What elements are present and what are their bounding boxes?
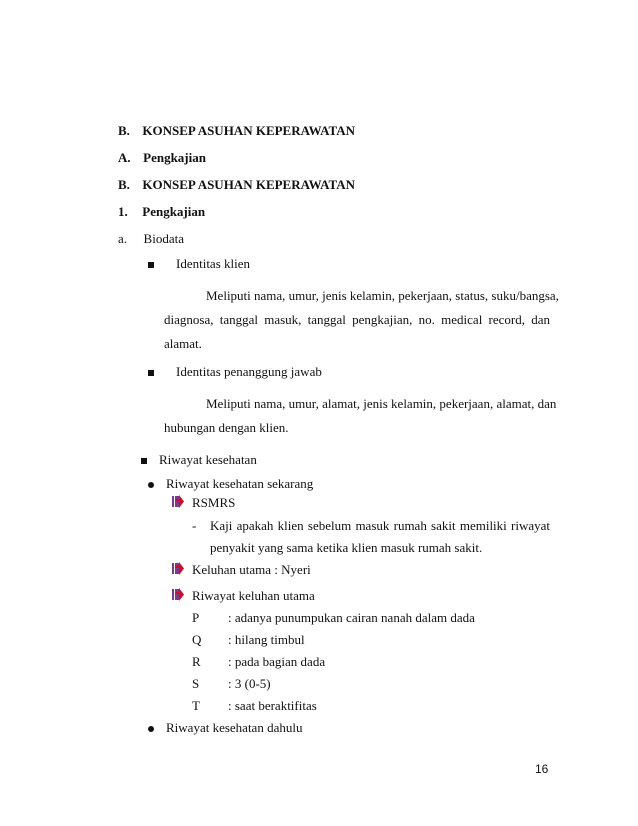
- arrow-bullet-icon: [172, 588, 184, 601]
- pqrst-value-t: : saat beraktifitas: [228, 698, 317, 713]
- heading-text: KONSEP ASUHAN KEPERAWATAN: [142, 123, 356, 138]
- pqrst-key-q: Q: [192, 632, 202, 647]
- identitas-pj-line1: Meliputi nama, umur, alamat, jenis kelamin, pekerjaan, alamat, dan: [206, 396, 557, 411]
- round-bullet-icon: [148, 726, 154, 732]
- arrow-bullet-icon: [172, 562, 184, 575]
- heading-konsep-1: [118, 123, 355, 139]
- pqrst-key-s: S: [192, 676, 200, 691]
- square-bullet-icon: [141, 458, 147, 464]
- heading-number: B.: [118, 177, 130, 192]
- rsmrs-line1: Kaji apakah klien sebelum masuk rumah sakit memiliki riwayat: [210, 518, 550, 533]
- heading-text: Pengkajian: [143, 150, 206, 165]
- identitas-klien-line3: alamat.: [164, 336, 202, 351]
- heading-number: A.: [118, 150, 131, 165]
- riwayat-kesehatan-item: [141, 452, 147, 468]
- identitas-klien-item: [148, 256, 154, 272]
- heading-number: 1.: [118, 204, 128, 219]
- heading-konsep-2: [118, 177, 355, 193]
- identitas-klien-line2: diagnosa, tanggal masuk, tanggal pengkajian, no. medical record, dan: [164, 312, 550, 327]
- page-number: 16: [535, 762, 549, 776]
- biodata-heading: [118, 231, 184, 247]
- riwayat-sekarang-title: Riwayat kesehatan sekarang: [166, 476, 314, 491]
- rsmrs-line2: penyakit yang sama ketika klien masuk rumah sakit.: [210, 540, 483, 555]
- identitas-pj-title: Identitas penanggung jawab: [176, 364, 322, 379]
- pqrst-key-r: R: [192, 654, 201, 669]
- identitas-pj-item: [148, 364, 154, 380]
- identitas-pj-line2: hubungan dengan klien.: [164, 420, 289, 435]
- biodata-number: a.: [118, 231, 128, 246]
- square-bullet-icon: [148, 370, 154, 376]
- riwayat-dahulu-title: Riwayat kesehatan dahulu: [166, 720, 303, 735]
- pqrst-value-p: : adanya punumpukan cairan nanah dalam dada: [228, 610, 475, 625]
- arrow-bullet-icon: [172, 495, 184, 508]
- heading-number: B.: [118, 123, 130, 138]
- riwayat-sekarang-item: [148, 476, 154, 492]
- heading-pengkajian-a: [118, 150, 206, 166]
- pqrst-value-q: : hilang timbul: [228, 632, 305, 647]
- heading-pengkajian-1: [118, 204, 205, 220]
- identitas-klien-line1: Meliputi nama, umur, jenis kelamin, pekerjaan, status, suku/bangsa,: [206, 288, 559, 303]
- riwayat-keluhan-title: Riwayat keluhan utama: [192, 588, 315, 603]
- pqrst-value-r: : pada bagian dada: [228, 654, 326, 669]
- pqrst-value-s: : 3 (0-5): [228, 676, 271, 691]
- heading-text: KONSEP ASUHAN KEPERAWATAN: [142, 177, 356, 192]
- keluhan-utama: Keluhan utama : Nyeri: [192, 562, 311, 577]
- pqrst-key-t: T: [192, 698, 200, 713]
- round-bullet-icon: [148, 482, 154, 488]
- pqrst-key-p: P: [192, 610, 200, 625]
- square-bullet-icon: [148, 262, 154, 268]
- heading-text: Pengkajian: [142, 204, 206, 219]
- identitas-klien-title: Identitas klien: [176, 256, 251, 271]
- biodata-title: Biodata: [143, 231, 184, 246]
- rsmrs-title: RSMRS: [192, 495, 236, 510]
- riwayat-kesehatan-title: Riwayat kesehatan: [159, 452, 257, 467]
- rsmrs-dash: -: [192, 518, 197, 533]
- riwayat-dahulu-item: [148, 720, 154, 736]
